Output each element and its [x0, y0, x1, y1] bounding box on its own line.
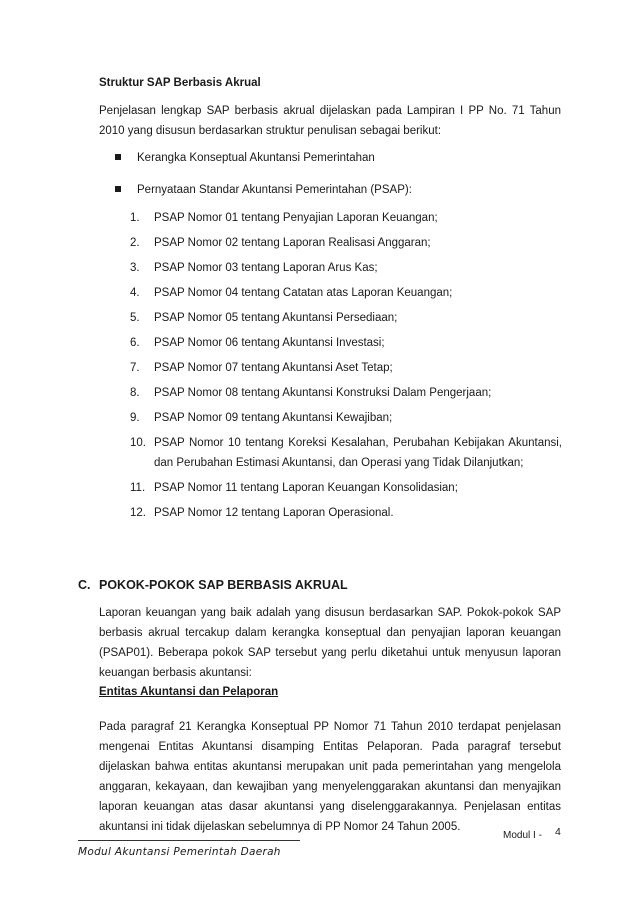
body-paragraph: Pada paragraf 21 Kerangka Konseptual PP Nomor 71 Tahun 2010 terdapat penjelasan mengenai Entitas Akuntansi disamping Entitas Pelaporan. Pada paragraf tersebut dijelaskan bahwa entitas akuntansi merupakan unit pada pemerintahan yang mengelola anggaran, kekayaan, dan kewajiban yang menyelenggarakan akuntansi dan menyajikan laporan keuangan atas dasar akuntansi yang diselenggarakannya. Penjelasan entitas akuntansi ini tidak dijelaskan sebelumnya di PP Nomor 24 Tahun 2005. — [99, 721, 561, 833]
list-item: 5. PSAP Nomor 05 tentang Akuntansi Persediaan; — [130, 312, 398, 324]
list-item: 7. PSAP Nomor 07 tentang Akuntansi Aset Tetap; — [130, 362, 393, 374]
footer-module: Modul I - — [503, 830, 542, 841]
list-item: 10. PSAP Nomor 10 tentang Koreksi Kesalahan, Perubahan Kebijakan Akuntansi, dan Perubahan Estimasi Akuntansi, dan Operasi yang Tidak Dilanjutkan; — [130, 437, 562, 469]
footer-title: Modul Akuntansi Pemerintah Daerah — [78, 846, 281, 858]
list-item: 11. PSAP Nomor 11 tentang Laporan Keuangan Konsolidasian; — [130, 482, 458, 494]
bullet-list — [115, 150, 412, 198]
list-item: 8. PSAP Nomor 08 tentang Akuntansi Konstruksi Dalam Pengerjaan; — [130, 387, 492, 399]
page-number: 4 — [555, 826, 561, 838]
section-title: Struktur SAP Berbasis Akrual — [99, 77, 261, 89]
list-item: 3. PSAP Nomor 03 tentang Laporan Arus Kas; — [130, 262, 378, 274]
square-bullet-icon — [115, 154, 121, 160]
list-item: 1. PSAP Nomor 01 tentang Penyajian Laporan Keuangan; — [130, 212, 438, 224]
section-intro: Penjelasan lengkap SAP berbasis akrual dijelaskan pada Lampiran I PP No. 71 Tahun 2010 yang disusun berdasarkan struktur penulisan sebagai berikut: — [99, 105, 561, 137]
list-item: 6. PSAP Nomor 06 tentang Akuntansi Investasi; — [130, 337, 385, 349]
section-intro: Laporan keuangan yang baik adalah yang disusun berdasarkan SAP. Pokok-pokok SAP berbasis akrual tercakup dalam kerangka konseptual dan penyajian laporan keuangan (PSAP01). Beberapa pokok SAP tersebut yang perlu diketahui untuk menyusun laporan keuangan berbasis akuntansi: — [99, 607, 561, 679]
psap-list — [130, 208, 562, 528]
list-item: 12. PSAP Nomor 12 tentang Laporan Operasional. — [130, 507, 394, 519]
sub-heading: Entitas Akuntansi dan Pelaporan — [99, 686, 279, 698]
list-item: 9. PSAP Nomor 09 tentang Akuntansi Kewajiban; — [130, 412, 393, 424]
square-bullet-icon — [115, 186, 121, 192]
footer-divider — [78, 840, 300, 841]
list-item: 4. PSAP Nomor 04 tentang Catatan atas Laporan Keuangan; — [130, 287, 453, 299]
list-item: Pernyataan Standar Akuntansi Pemerintahan (PSAP): — [115, 182, 412, 198]
list-item: 2. PSAP Nomor 02 tentang Laporan Realisasi Anggaran; — [130, 237, 431, 249]
section-heading: POKOK-POKOK SAP BERBASIS AKRUAL — [99, 578, 348, 592]
list-item: Kerangka Konseptual Akuntansi Pemerintahan — [115, 150, 412, 166]
section-letter: C. — [78, 578, 91, 592]
